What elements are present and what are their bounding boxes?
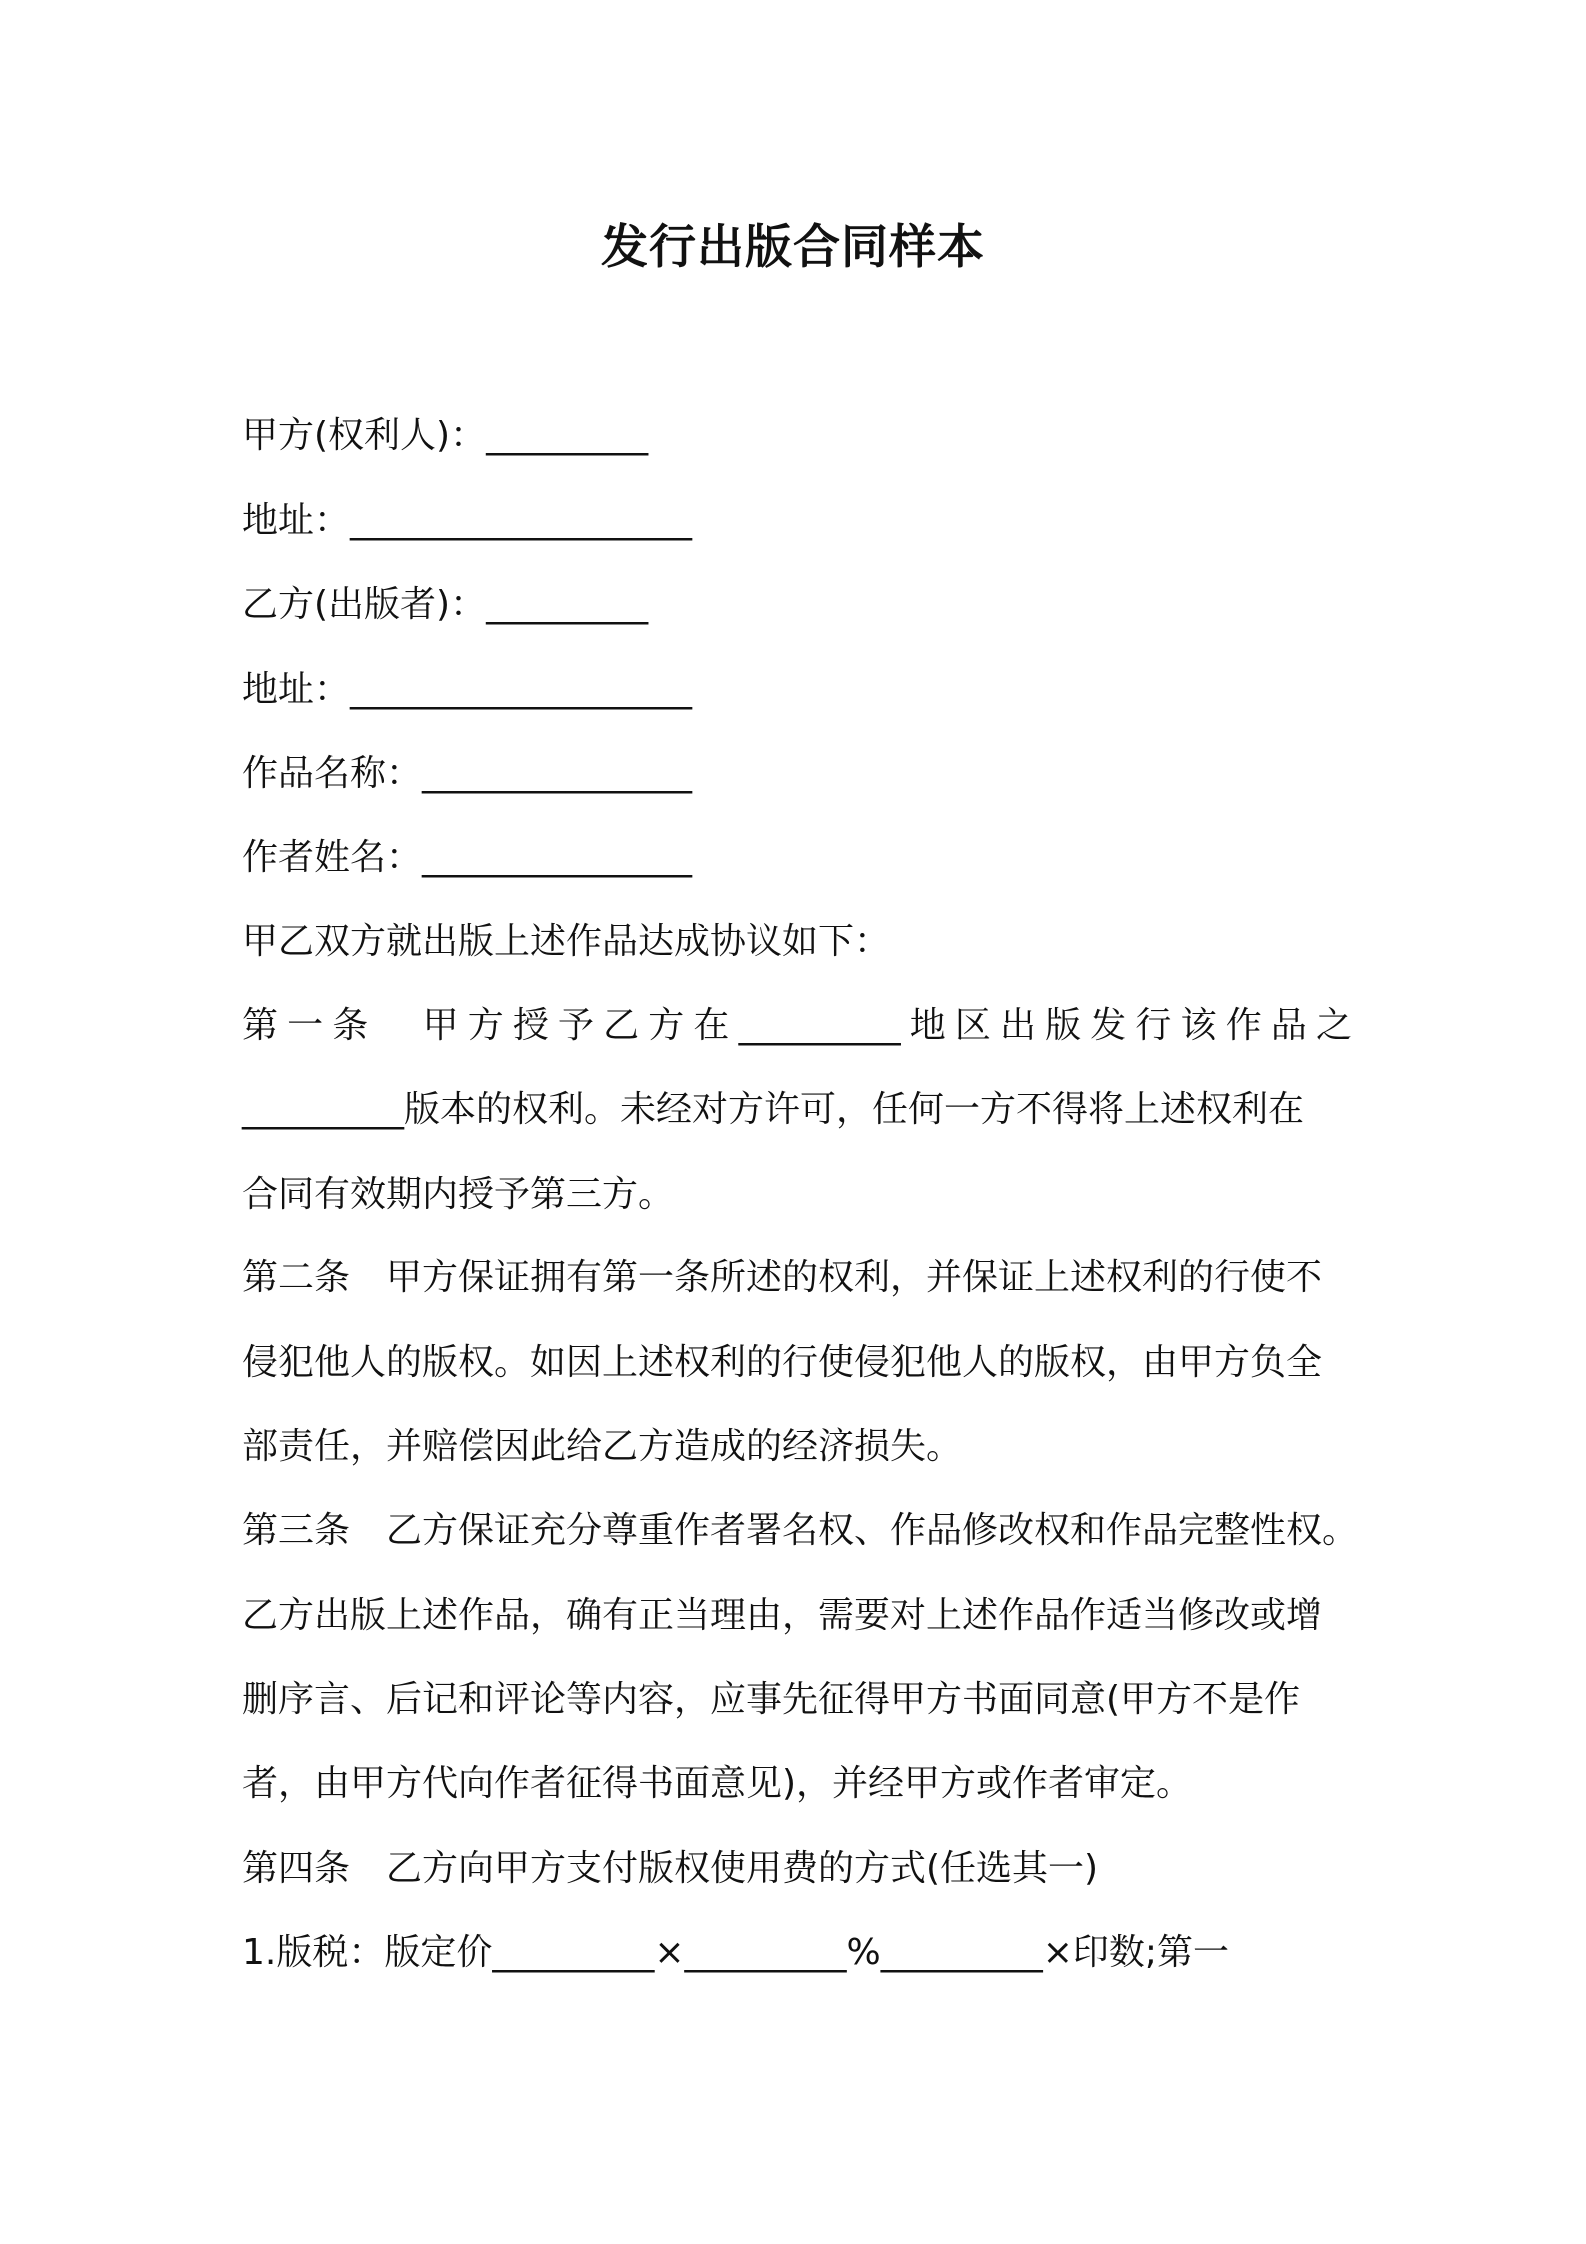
article-4-line-2: 1.版税：版定价_________×_________%_________×印数;第一 [242, 1932, 1230, 1973]
article-2-line-3: 部责任，并赔偿因此给乙方造成的经济损失。 [242, 1426, 963, 1467]
work-title-line: 作品名称：_______________ [242, 753, 693, 794]
party-b-line: 乙方(出版者)：_________ [242, 584, 649, 625]
agreement-intro: 甲乙双方就出版上述作品达成协议如下： [242, 921, 891, 962]
party-b-address-line: 地址：___________________ [242, 669, 693, 710]
document-title: 发行出版合同样本 [601, 220, 985, 275]
article-3-line-1: 第三条 乙方保证充分尊重作者署名权、作品修改权和作品完整性权。 [242, 1510, 1359, 1551]
article-4-line-1: 第四条 乙方向甲方支付版权使用费的方式(任选其一) [242, 1848, 1099, 1889]
party-a-line: 甲方(权利人)：_________ [242, 415, 649, 456]
party-a-address-line: 地址：___________________ [242, 500, 693, 541]
article-1-line-1: 第一条 甲方授予乙方在_________地区出版发行该作品之 [242, 1005, 1352, 1046]
article-2-line-1: 第二条 甲方保证拥有第一条所述的权利，并保证上述权利的行使不 [242, 1257, 1323, 1298]
article-1-line-3: 合同有效期内授予第三方。 [242, 1174, 675, 1215]
article-3-line-4: 者，由甲方代向作者征得书面意见)，并经甲方或作者审定。 [242, 1763, 1193, 1804]
article-2-line-2: 侵犯他人的版权。如因上述权利的行使侵犯他人的版权，由甲方负全 [242, 1342, 1323, 1383]
article-3-line-3: 删序言、后记和评论等内容，应事先征得甲方书面同意(甲方不是作 [242, 1679, 1301, 1720]
article-1-line-2: _________版本的权利。未经对方许可，任何一方不得将上述权利在 [242, 1089, 1305, 1130]
article-3-line-2: 乙方出版上述作品，确有正当理由，需要对上述作品作适当修改或增 [242, 1595, 1323, 1636]
author-name-line: 作者姓名：_______________ [242, 837, 693, 878]
